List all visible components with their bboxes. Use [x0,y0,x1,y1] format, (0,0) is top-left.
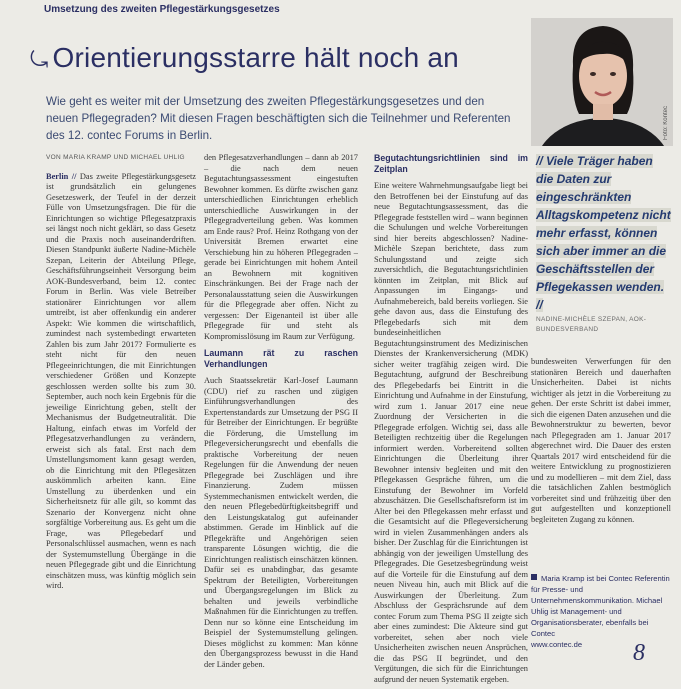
author-box [531,573,671,650]
column-2-text-a: den Pflegesatzverhandlungen – dann ab 2017 – die nach dem neuen Begutachtungsassessment eingestuften Bewohner kommen. Es dürfte zwischen ganz unterschiedlichen Einrichtungen erheblich unterschiedliche Auswirkungen in der Pflegegradverteilung geben. Was kommen am Ende raus? Prof. Heinz Rothgang von der Universität Bremen erwartet eine Verschiebung hin zu höheren Pflegegraden – gerade bei Einrichtungen mit hohem Anteil an Bewohnern mit kognitiven Einschränkungen. Bei der Frage nach der Personalausstattung seien die Auswirkungen für die Pflegegrade aber offen. Nicht zu vergessen: Der Eigenanteil ist über alle Pflegegrade für und steht als Kompromisslösung im Raum zur Verfügung. [204,153,358,341]
pull-quote-source: NADINE-MICHÈLE SZEPAN, AOK-BUNDESVERBAND [536,316,647,333]
pull-quote-text: // Viele Träger haben die Daten zur eingeschränkten Alltagskompetenz nicht mehr erfasst, können sich aber immer an die Geschäftsstellen der Pflegekassen wenden. // [536,154,671,312]
subhead-begutachtung: Begutachtungsrichtlinien sind im Zeitplan [374,153,528,174]
column-1 [46,153,196,594]
photo-credit: Foto: Kontec [663,105,669,140]
subhead-laumann: Laumann rät zu raschen Verhandlungen [204,348,358,369]
column-4-text: bundesweiten Verwerfungen für den stationären Bereich und dauerhaften Unsicherheiten. Dabei ist nichts wichtiger als jetzt in die Vorbereitung zu gehen. Der erste Schritt ist dabei immer, sich die eigenen Daten anzusehen und die Bewohnerstruktur zu bewerten, bevor nach Pflegegraden am 1. Januar 2017 abgerechnet wird. Die Dauer des ersten Quartals 2017 wird entscheidend für die weitere Entwicklung zu prognostizieren und zu modellieren – mit dem Ziel, dass die tatsächlichen Zahlen bestmöglich vorbereitet sind und frühzeitig über den gut aufgestellten und konzeptionell begleiteten Zugang zu können. [531,357,671,524]
author-text: Maria Kramp ist bei Contec Referentin für Presse- und Unternehmenskommunikation. Michael Uhlig ist Management- und Organisationsberater, ebenfalls bei Contec [531,574,670,638]
pull-quote [536,152,671,314]
headline [30,42,530,74]
column-3 [374,153,528,687]
column-4 [531,357,671,527]
author-square-icon [531,574,537,580]
author-url[interactable]: www.contec.de [531,640,583,649]
dateline: Berlin // [46,171,77,181]
column-2-text-b: Auch Staatssekretär Karl-Josef Laumann (CDU) rief zu raschen und zügigen Einführungsverhandlungen des Expertenstandards zur Umsetzung der PSG II für Betreiber der Einrichtungen. Er begrüßte die Förderung, die Umstellung im Pflegeversicherungsrecht und ebenfalls die praktische Vorbereitung der neuen Regelungen für die Anwendung der neuen Pflegegrade bei Zuschlägen und ihre Finanzierung. Zudem müssen Systemmechanismen entwickelt werden, die den neuen Pflegebedürftigkeitsbegriff und den Leistungskatalog gut aufeinander abstimmen. Gerade im Hinblick auf die Pflegekräfte und Angehörigen seien transparente Lösungen wichtig, die die Einrichtungen realistisch einschätzen können. Dafür sei es unabdingbar, das gesamte Spektrum der Beteiligten, Vorbereitungen und Übergangsregelungen im Blick zu behalten und jeweils verbindliche Maßnahmen für die Einrichtungen zu treffen. Denn nur so könne eine Entscheidung im Beispiel der Systemumstellung gelingen. Dieses möglichst zu kommen: Man könne den Übergangsprozess bewusst in die Hand der Länder geben. [204,376,358,669]
kicker: Umsetzung des zweiten Pflegestärkungsgesetzes [44,4,280,15]
column-1-text: Das zweite Pflegestärkungsgesetz ist grundsätzlich ein gelungenes Gesetzeswerk, der Teufel in der derzeit Fülle von Umsetzungsfragen. Die für die Einrichtungen so wichtige Pflegesatzpraxis sei längst noch nicht geklärt, so dass Gesetz und die Praxis noch auseinanderdriften. Diesen Standpunkt äußerte Nadine-Michèle Szepan, Leiterin der Abteilung Pflege, Geschäftsführungseinheit Versorgung beim AOK-Bundesverband, beim 12. contec Forum in Berlin. Was viele Betreiber stationärer Einrichtungen vor allem umtreibt, ist aber offenkundig ein anderer Aspekt: Wie kommen die wirtschaftlich, zumindest nach systembedingt erwarteten Zahlen bis zum Jahr 2017? Formulierte es steht nicht für den neuen Pflegeeinrichtungen, die mit Einrichtungen verschiedener Größen und Konzepte geschlossen werden sollte bis zum 30. September, auch noch kein Ergebnis für die jeweilige Einrichtung geben, stellt der Mechanismus der Budgetneutralität. Die Haltung, einfach etwas im Vorfeld der Pflegesatzverhandlungen zu verändern, erweist sich als fatal. Erst nach dem Umstellungsmoment kann gesagt werden, ob die Einrichtung mit den Pflegesätzen auskömmlich arbeiten kann. Eine Umstellung zu überdenken und ein Sicherheitsnetz für alle gilt, so kommt das Szenario der Konvergenz nicht ohne sorgfältige Vorbereitung aus. Es geht um die Frage, was Pflegebedarf und Personalschlüssel ausmachen, wenn es nach der Systemumstellung Übergänge in die neuen Pflegegrade gibt und die Einrichtung einschätzen muss, was künftig möglich sein wird. [46,171,196,590]
page-number: 8 [633,640,645,666]
column-3-text: Eine weitere Wahrnehmungsaufgabe liegt bei den Betroffenen bei der Einstufung auf das neue Begutachtungsassessment, das die Pflegegrade feststellen wird – wann beginnen die Schulungen und welche Vorbereitungen sind hier bereits abgeschlossen? Nadine-Michèle Szepan berichtete, dass zum Schulungsstand und zeigte sich zuversichtlich, die Begutachtungsrichtlinien könnten im Zeitplan, mit Blick auf Anpassungen im Eingangs- und Aufnahmebereich, bald bereits vorliegen. Sie gehe davon aus, dass die Einstufung des Pflegebedarfs sich mit dem bundeseinheitlichen Begutachtungsinstrument des Medizinischen Dienstes der Krankenversicherung (MDK) sicher weiter tragfähig zeigen wird. Die Begutachtung, aufgrund der Beschreibung des Pflegebedarfs bei Eintritt in die Einrichtung und Aufnahme in der Einstufung, wird zum 1. Januar 2017 eine neue Zuordnung der Versicherten in die Pflegegrade erfolgen. Wichtig sei, dass alle Beteiligten rechtzeitig über die Regelungen informiert werden. Vorbereitend sollten Einrichtungen die Überleitung ihrer Bewohner intensiv begleiten und mit den Pflegekassen Gespräche führen, um die Einstufung der Bewohner im Vorfeld abzuschätzen. Die Gesellschaftsreform ist im Alter bei den Pflegekassen mehr erfasst und die Gesamtsicht auf die Pflegeversicherung wird in vielen Zusammenhängen anders als bisher. Der Zuschlag für die Einrichtungen ist abhängig von der jeweiligen Umstellung des Pflegegrades. Die Gesetzesbegründung weist auf die Vorteile für die Einstufung auf dem neuen Niveau hin, auch mit Blick auf die Auswirkungen der Überleitung. Zum Abschluss der Gesprächsrunde auf dem contec Forum zum Thema PSG II zeigte sich aber eines zumindest: Die Akteure sind gut vorbereitet, sehen aber noch viele Unsicherheiten zwischen neuen Ansprüchen, die das PSG II begründet, und den Vergütungen, die sich für die Einrichtungen aufgrund der neuen Systematik ergeben. [374,181,528,684]
headline-text: Orientierungsstarre hält noch an [52,42,459,73]
column-2 [204,153,358,672]
portrait-illustration [531,18,673,146]
lead-paragraph: Wie geht es weiter mit der Umsetzung des zweiten Pflegestärkungsgesetzes und den neuen Pflegegraden? Mit diesen Fragen beschäftigten sich die Teilnehmer und Referenten des 12. contec Forums in Berlin. [46,95,511,142]
arrow-mark-icon: ⤿ [30,47,49,72]
byline: VON MARIA KRAMP UND MICHAEL UHLIG [46,154,185,161]
portrait-photo [531,18,673,146]
